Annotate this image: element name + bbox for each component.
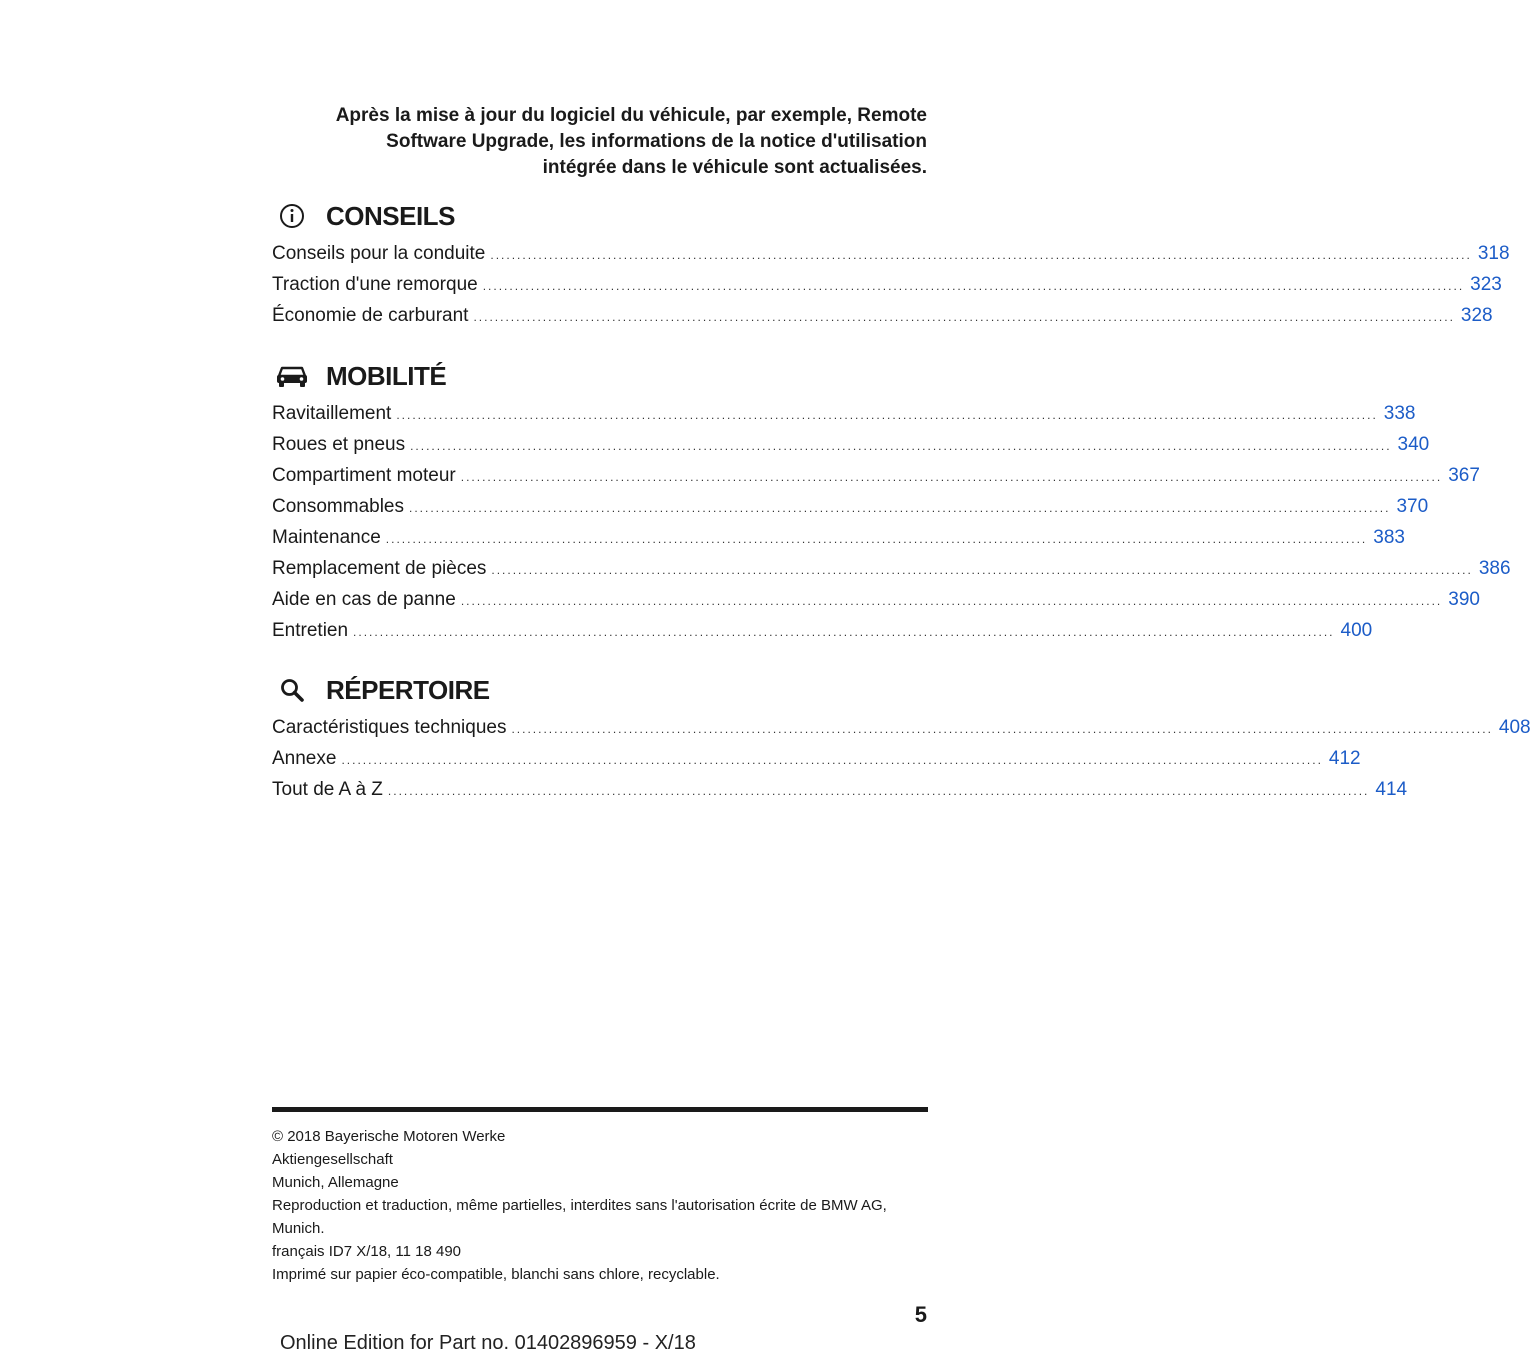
toc-entry[interactable] — [272, 238, 1510, 269]
online-edition-footer: Online Edition for Part no. 01402896959 - X/18 — [280, 1332, 696, 1354]
search-icon — [272, 675, 312, 705]
toc-entry[interactable] — [272, 398, 1416, 429]
toc-entry[interactable] — [272, 743, 1361, 774]
colophon-line: Imprimé sur papier éco-compatible, blanchi sans chlore, recyclable. — [272, 1266, 720, 1283]
toc-entry-label: Ravitaillement — [272, 403, 392, 424]
toc-entry[interactable] — [272, 712, 1531, 743]
toc-section-mobilite — [272, 356, 1511, 646]
section-header — [272, 196, 927, 236]
toc-leader: ........................................................................................................................................................................................ — [490, 248, 1472, 262]
toc-leader: ........................................................................................................................................................................................ — [409, 501, 1391, 515]
toc-leader: ........................................................................................................................................................................................ — [473, 310, 1455, 324]
toc-entry[interactable] — [272, 774, 1408, 805]
toc-entry[interactable] — [272, 300, 1493, 331]
toc-entry[interactable] — [272, 553, 1511, 584]
toc-section-conseils — [272, 196, 1510, 331]
colophon-line: Aktiengesellschaft — [272, 1151, 393, 1168]
intro-line: intégrée dans le véhicule sont actualisées. — [542, 157, 927, 178]
toc-entry[interactable] — [272, 460, 1480, 491]
toc-entry[interactable] — [272, 522, 1405, 553]
toc-leader: ........................................................................................................................................................................................ — [491, 563, 1473, 577]
toc-page-link[interactable]: 370 — [1396, 496, 1429, 517]
divider-rule — [272, 1107, 928, 1112]
toc-leader: ........................................................................................................................................................................................ — [460, 594, 1443, 608]
toc-entry-label: Tout de A à Z — [272, 779, 383, 800]
toc-page-link[interactable]: 323 — [1470, 274, 1502, 295]
colophon-line: Munich. — [272, 1220, 325, 1237]
colophon — [272, 1125, 932, 1286]
toc-entry-label: Roues et pneus — [272, 434, 406, 455]
toc-page-link[interactable]: 390 — [1448, 589, 1480, 610]
toc-entry[interactable] — [272, 429, 1430, 460]
toc-page-link[interactable]: 383 — [1373, 527, 1405, 548]
toc-entry-label: Aide en cas de panne — [272, 589, 456, 610]
toc-page-link[interactable]: 386 — [1478, 558, 1511, 579]
car-icon — [272, 361, 312, 391]
toc-leader: ........................................................................................................................................................................................ — [396, 408, 1378, 422]
section-header — [272, 356, 927, 396]
toc-leader: ........................................................................................................................................................................................ — [387, 784, 1370, 798]
toc-leader: ........................................................................................................................................................................................ — [385, 532, 1368, 546]
toc-entry-label: Économie de carburant — [272, 305, 469, 326]
toc-entry-label: Caractéristiques techniques — [272, 717, 507, 738]
toc-entry[interactable] — [272, 269, 1502, 300]
colophon-line: Munich, Allemagne — [272, 1174, 399, 1191]
toc-entry[interactable] — [272, 584, 1480, 615]
toc-entry-label: Conseils pour la conduite — [272, 243, 486, 264]
colophon-line: © 2018 Bayerische Motoren Werke — [272, 1128, 506, 1145]
toc-page-link[interactable]: 412 — [1328, 748, 1361, 769]
section-title: MOBILITÉ — [326, 360, 447, 391]
toc-leader: ........................................................................................................................................................................................ — [341, 753, 1323, 767]
toc-leader: ........................................................................................................................................................................................ — [353, 625, 1335, 639]
page-number: 5 — [914, 1302, 927, 1327]
toc-entry[interactable] — [272, 491, 1429, 522]
toc-leader: ........................................................................................................................................................................................ — [460, 470, 1443, 484]
intro-line: Après la mise à jour du logiciel du véhicule, par exemple, Remote — [335, 105, 927, 126]
toc-page-link[interactable]: 318 — [1477, 243, 1510, 264]
toc-page-link[interactable]: 340 — [1397, 434, 1430, 455]
toc-entry[interactable] — [272, 615, 1373, 646]
toc-entry-label: Annexe — [272, 748, 337, 769]
toc-entry-label: Entretien — [272, 620, 349, 641]
info-icon — [272, 201, 312, 231]
toc-entry-label: Consommables — [272, 496, 404, 517]
toc-page-link[interactable]: 338 — [1383, 403, 1416, 424]
toc-section-repertoire — [272, 670, 1531, 805]
toc-entry-label: Compartiment moteur — [272, 465, 456, 486]
toc-page-link[interactable]: 400 — [1340, 620, 1373, 641]
toc-leader: ........................................................................................................................................................................................ — [511, 722, 1493, 736]
section-title: RÉPERTOIRE — [326, 674, 490, 705]
toc-page-link[interactable]: 328 — [1460, 305, 1493, 326]
intro-line: Software Upgrade, les informations de la notice d'utilisation — [386, 131, 927, 152]
intro-notice — [287, 103, 927, 181]
toc-page-link[interactable]: 414 — [1375, 779, 1408, 800]
toc-entry-label: Remplacement de pièces — [272, 558, 487, 579]
toc-entry-label: Maintenance — [272, 527, 381, 548]
section-header — [272, 670, 927, 710]
toc-leader: ........................................................................................................................................................................................ — [410, 439, 1392, 453]
toc-entry-label: Traction d'une remorque — [272, 274, 478, 295]
toc-leader: ........................................................................................................................................................................................ — [482, 279, 1465, 293]
colophon-line: français ID7 X/18, 11 18 490 — [272, 1243, 462, 1260]
toc-page-link[interactable]: 367 — [1448, 465, 1480, 486]
toc-page-link[interactable]: 408 — [1498, 717, 1531, 738]
section-title: CONSEILS — [326, 200, 455, 231]
colophon-line: Reproduction et traduction, même partielles, interdites sans l'autorisation écrite de BMW AG, — [272, 1197, 887, 1214]
